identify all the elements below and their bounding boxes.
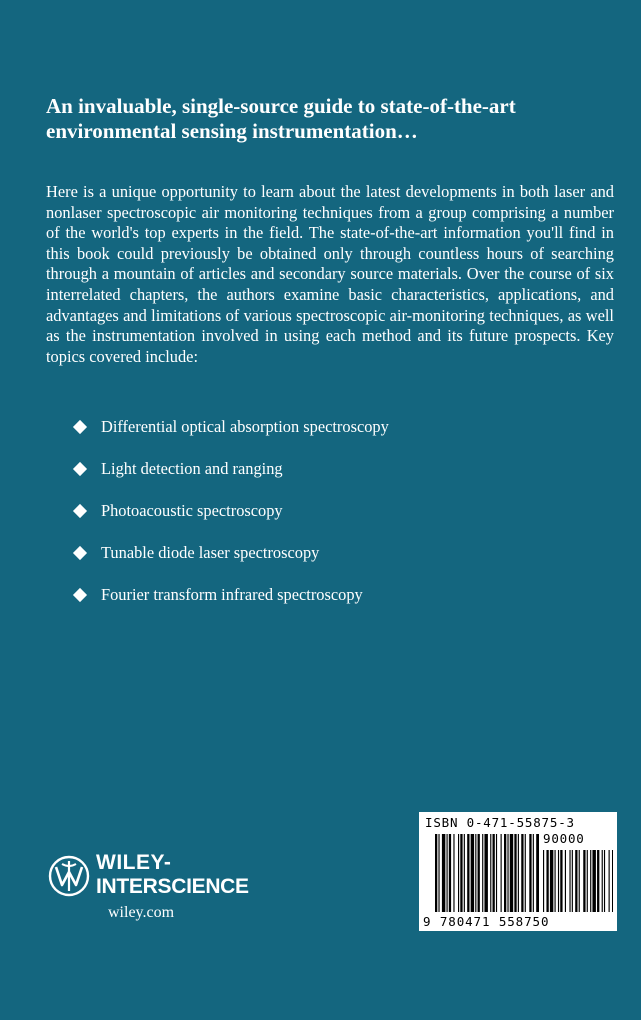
headline-line-1: An invaluable, single-source guide to state-of-the-art: [46, 94, 516, 118]
topic-label: Tunable diode laser spectroscopy: [101, 543, 320, 562]
list-item: [73, 532, 593, 574]
intro-paragraph: Here is a unique opportunity to learn about the latest developments in both laser and nonlaser spectroscopic air monitoring techniques from a group comprising a number of the world's top experts in the field. The state-of-the-art information you'll find in this book could previously be obtained only through countless hours of searching through a mountain of articles and secondary source materials. Over the course of six interrelated chapters, the authors examine basic characteristics, applications, and advantages and limitations of various spectroscopic air-monitoring techniques, as well as the instrumentation involved in using each method and its future prospects. Key topics covered include:: [46, 182, 614, 366]
list-item: [73, 574, 593, 616]
diamond-bullet-icon: [73, 588, 87, 602]
isbn-barcode: [419, 812, 617, 931]
diamond-bullet-icon: [73, 504, 87, 518]
topic-label: Light detection and ranging: [101, 459, 283, 478]
topic-label: Photoacoustic spectroscopy: [101, 501, 283, 520]
publisher-url: wiley.com: [108, 904, 175, 921]
list-item: [73, 490, 593, 532]
headline: [46, 94, 606, 144]
diamond-bullet-icon: [73, 420, 87, 434]
isbn-number: ISBN 0-471-55875-3: [425, 815, 575, 830]
publisher-logo: [48, 849, 278, 929]
publisher-name-line-1: WILEY-: [96, 851, 172, 874]
list-item: [73, 448, 593, 490]
price-code: 90000: [543, 831, 585, 846]
diamond-bullet-icon: [73, 462, 87, 476]
key-topics-list: [73, 406, 593, 616]
ean-number: 9 780471 558750: [423, 914, 550, 929]
headline-line-2: environmental sensing instrumentation…: [46, 119, 418, 143]
diamond-bullet-icon: [73, 546, 87, 560]
wiley-crest-icon: [48, 855, 90, 897]
topic-label: Differential optical absorption spectroscopy: [101, 417, 389, 436]
publisher-name-line-2: INTERSCIENCE: [96, 875, 249, 898]
topic-label: Fourier transform infrared spectroscopy: [101, 585, 363, 604]
list-item: [73, 406, 593, 448]
